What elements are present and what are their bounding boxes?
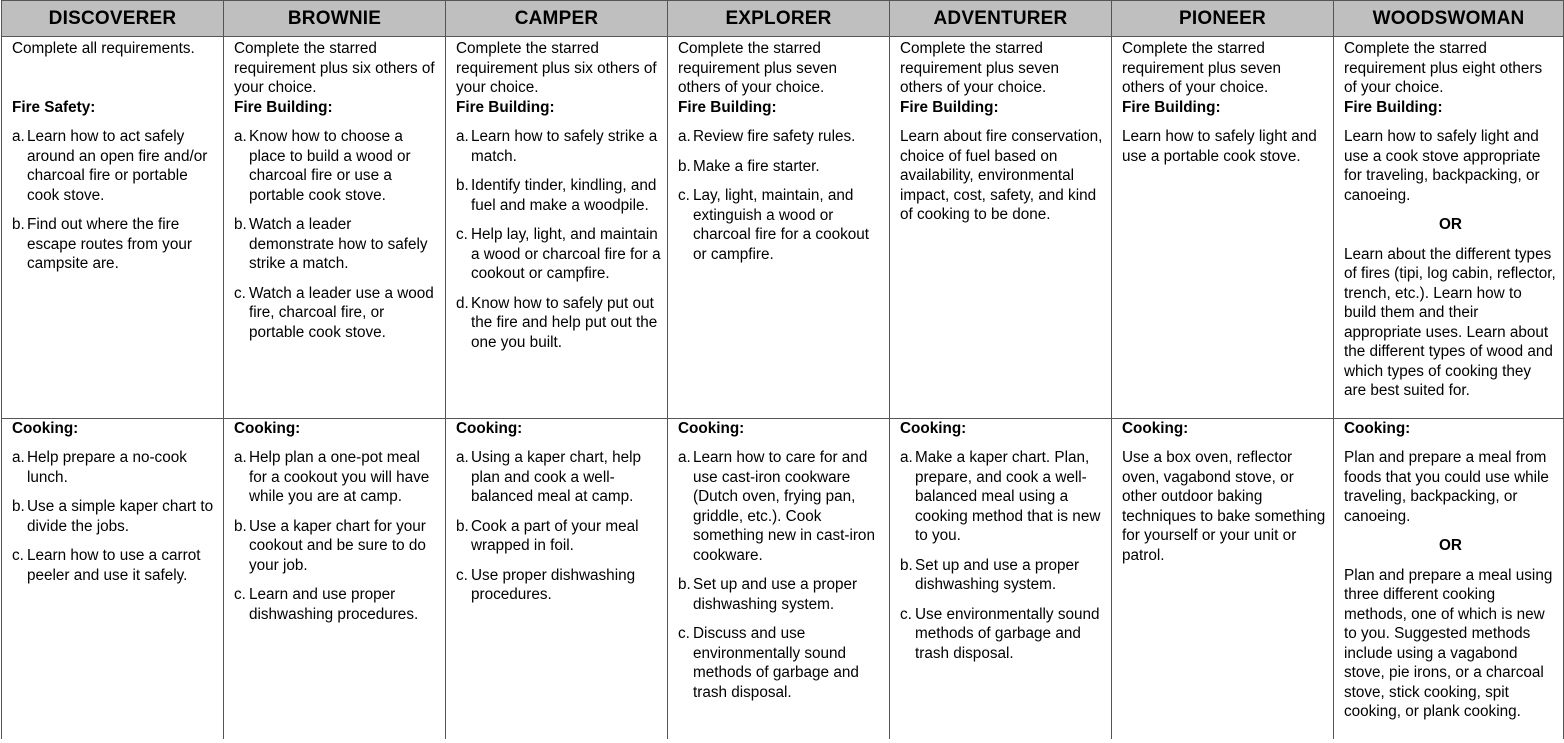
list-item <box>12 215 217 274</box>
list-item <box>900 556 1105 595</box>
item-text: Using a kaper chart, help plan and cook a well-balanced meal at camp. <box>471 449 642 505</box>
item-letter: c. <box>234 586 246 603</box>
cooking-cell-explorer <box>668 418 890 739</box>
item-text: Learn how to safely strike a match. <box>471 128 658 165</box>
list-item <box>234 284 439 343</box>
item-letter: b. <box>234 216 247 233</box>
list-item <box>900 605 1105 664</box>
item-text: Make a fire starter. <box>693 157 820 175</box>
section-title: Fire Building: <box>1122 98 1221 116</box>
list-item <box>900 448 1105 546</box>
list-item <box>456 225 661 284</box>
paragraph: Learn how to safely light and use a portable cook stove. <box>1122 128 1317 165</box>
cooking-row <box>2 418 1564 739</box>
intro-discoverer: Complete all requirements. <box>2 37 224 98</box>
fire-cell-pioneer <box>1112 98 1334 419</box>
paragraph: Learn about the different types of fires (tipi, log cabin, reflector, trench, etc.). Learn how to build them and their appropriate uses. Learn about the different types of wood and which types of cooking they are best suited for. <box>1344 245 1556 399</box>
list-item <box>456 517 661 556</box>
section-title: Cooking: <box>12 419 79 437</box>
section-title: Cooking: <box>678 419 745 437</box>
item-letter: a. <box>456 128 469 145</box>
paragraph: Plan and prepare a meal from foods that you could use while traveling, backpacking, or canoeing. <box>1344 449 1549 525</box>
paragraph: Learn about fire conservation, choice of fuel based on availability, environmental impact, cost, safety, and kind of cooking to be done. <box>900 128 1103 223</box>
section-title: Fire Safety: <box>12 98 96 116</box>
item-text: Watch a leader demonstrate how to safely strike a match. <box>249 216 428 272</box>
item-text: Know how to safely put out the fire and help put out the one you built. <box>471 294 658 351</box>
list-item <box>12 497 217 536</box>
item-letter: a. <box>456 449 469 466</box>
or-separator: OR <box>1439 216 1462 233</box>
header-adventurer: ADVENTURER <box>890 1 1112 37</box>
item-text: Lay, light, maintain, and extinguish a wood or charcoal fire for a cookout or campfire. <box>693 187 870 263</box>
header-pioneer: PIONEER <box>1112 1 1334 37</box>
item-letter: b. <box>234 517 247 535</box>
section-title: Fire Building: <box>678 98 777 116</box>
list-item <box>12 127 217 205</box>
intro-pioneer: Complete the starred requirement plus seven others of your choice. <box>1112 37 1334 98</box>
header-explorer: EXPLORER <box>668 1 890 37</box>
item-letter: a. <box>234 128 247 145</box>
item-letter: a. <box>12 449 25 466</box>
list-item <box>456 448 661 507</box>
item-text: Use environmentally sound methods of garbage and trash disposal. <box>915 605 1100 662</box>
fire-cell-discoverer <box>2 98 224 419</box>
list-item <box>456 566 661 605</box>
cooking-cell-camper <box>446 418 668 739</box>
section-title: Cooking: <box>900 419 967 437</box>
item-letter: c. <box>234 284 246 302</box>
list-item <box>678 157 883 177</box>
item-letter: b. <box>456 517 469 535</box>
item-text: Discuss and use environmentally sound methods of garbage and trash disposal. <box>693 625 859 701</box>
cooking-cell-discoverer <box>2 418 224 739</box>
list-item <box>234 517 439 576</box>
header-brownie: BROWNIE <box>224 1 446 37</box>
section-title: Cooking: <box>234 419 301 437</box>
section-title: Fire Building: <box>234 98 333 116</box>
list-item <box>456 294 661 353</box>
cooking-cell-woodswoman <box>1334 418 1564 739</box>
or-separator: OR <box>1439 537 1462 554</box>
intro-row <box>2 37 1564 98</box>
list-item <box>678 186 883 264</box>
item-text: Find out where the fire escape routes from your campsite are. <box>27 216 192 272</box>
item-letter: b. <box>456 177 469 194</box>
header-discoverer: DISCOVERER <box>2 1 224 37</box>
item-text: Review fire safety rules. <box>693 128 856 145</box>
intro-brownie: Complete the starred requirement plus six others of your choice. <box>224 37 446 98</box>
item-letter: b. <box>900 556 913 574</box>
list-item <box>12 448 217 487</box>
item-letter: c. <box>678 187 690 204</box>
section-title: Fire Building: <box>456 98 555 116</box>
item-letter: c. <box>678 625 690 642</box>
cooking-cell-pioneer <box>1112 418 1334 739</box>
item-letter: c. <box>900 605 912 623</box>
item-letter: b. <box>678 576 691 593</box>
item-text: Help prepare a no-cook lunch. <box>27 449 187 486</box>
item-letter: a. <box>234 449 247 466</box>
item-text: Learn and use proper dishwashing procedures. <box>249 586 419 623</box>
item-text: Make a kaper chart. Plan, prepare, and cook a well-balanced meal using a cooking method that is new to you. <box>915 449 1101 544</box>
item-text: Learn how to use a carrot peeler and use it safely. <box>27 547 201 584</box>
item-text: Identify tinder, kindling, and fuel and make a woodpile. <box>471 177 657 214</box>
item-letter: a. <box>678 449 691 466</box>
item-letter: b. <box>12 498 25 515</box>
fire-cell-explorer <box>668 98 890 419</box>
section-title: Fire Building: <box>1344 98 1443 116</box>
item-letter: b. <box>12 216 25 233</box>
list-item <box>234 585 439 624</box>
list-item <box>678 448 883 565</box>
paragraph: Learn how to safely light and use a cook stove appropriate for traveling, backpacking, or canoeing. <box>1344 128 1541 204</box>
requirements-table <box>1 0 1564 739</box>
cooking-cell-adventurer <box>890 418 1112 739</box>
item-text: Use a simple kaper chart to divide the jobs. <box>27 498 214 535</box>
item-letter: b. <box>678 157 691 175</box>
list-item <box>234 127 439 205</box>
item-text: Help plan a one-pot meal for a cookout you will have while you are at camp. <box>249 449 430 505</box>
list-item <box>456 176 661 215</box>
item-text: Use proper dishwashing procedures. <box>471 566 636 603</box>
section-title: Fire Building: <box>900 98 999 116</box>
list-item <box>12 546 217 585</box>
item-text: Set up and use a proper dishwashing system. <box>693 576 858 613</box>
item-text: Learn how to care for and use cast-iron cookware (Dutch oven, frying pan, griddle, etc.). Cook something new in cast-iron cookware. <box>693 449 875 564</box>
list-item <box>678 127 883 147</box>
fire-cell-adventurer <box>890 98 1112 419</box>
item-letter: d. <box>456 294 469 312</box>
intro-explorer: Complete the starred requirement plus seven others of your choice. <box>668 37 890 98</box>
list-item <box>678 575 883 614</box>
header-woodswoman: WOODSWOMAN <box>1334 1 1564 37</box>
cooking-cell-brownie <box>224 418 446 739</box>
section-title: Cooking: <box>1122 419 1189 437</box>
item-letter: c. <box>456 566 468 584</box>
item-letter: a. <box>678 128 691 145</box>
item-letter: a. <box>900 449 913 466</box>
header-camper: CAMPER <box>446 1 668 37</box>
item-text: Watch a leader use a wood fire, charcoal fire, or portable cook stove. <box>249 284 434 341</box>
list-item <box>234 448 439 507</box>
section-title: Cooking: <box>456 419 523 437</box>
fire-row <box>2 98 1564 419</box>
item-letter: a. <box>12 128 25 145</box>
fire-cell-camper <box>446 98 668 419</box>
list-item <box>456 127 661 166</box>
item-text: Use a kaper chart for your cookout and be sure to do your job. <box>249 517 426 574</box>
fire-cell-woodswoman <box>1334 98 1564 419</box>
intro-camper: Complete the starred requirement plus six others of your choice. <box>446 37 668 98</box>
paragraph: Use a box oven, reflector oven, vagabond stove, or other outdoor baking techniques to bake something for yourself or your unit or patrol. <box>1122 449 1326 564</box>
list-item <box>678 624 883 702</box>
item-letter: c. <box>456 226 468 243</box>
paragraph: Plan and prepare a meal using three different cooking methods, one of which is new to you. Suggested methods include using a vagabond stove, pie irons, or a charcoal stove, stick cooking, spit cooking, or plank cooking. <box>1344 566 1553 720</box>
item-letter: c. <box>12 547 24 564</box>
fire-cell-brownie <box>224 98 446 419</box>
list-item <box>234 215 439 274</box>
intro-adventurer: Complete the starred requirement plus seven others of your choice. <box>890 37 1112 98</box>
item-text: Know how to choose a place to build a wood or charcoal fire or use a portable cook stove. <box>249 128 411 204</box>
item-text: Cook a part of your meal wrapped in foil. <box>471 517 639 554</box>
intro-woodswoman: Complete the starred requirement plus eight others of your choice. <box>1334 37 1564 98</box>
section-title: Cooking: <box>1344 419 1411 437</box>
item-text: Learn how to act safely around an open fire and/or charcoal fire or portable cook stove. <box>27 128 208 204</box>
item-text: Set up and use a proper dishwashing system. <box>915 556 1080 593</box>
item-text: Help lay, light, and maintain a wood or charcoal fire for a cookout or campfire. <box>471 226 661 282</box>
header-row <box>2 1 1564 37</box>
